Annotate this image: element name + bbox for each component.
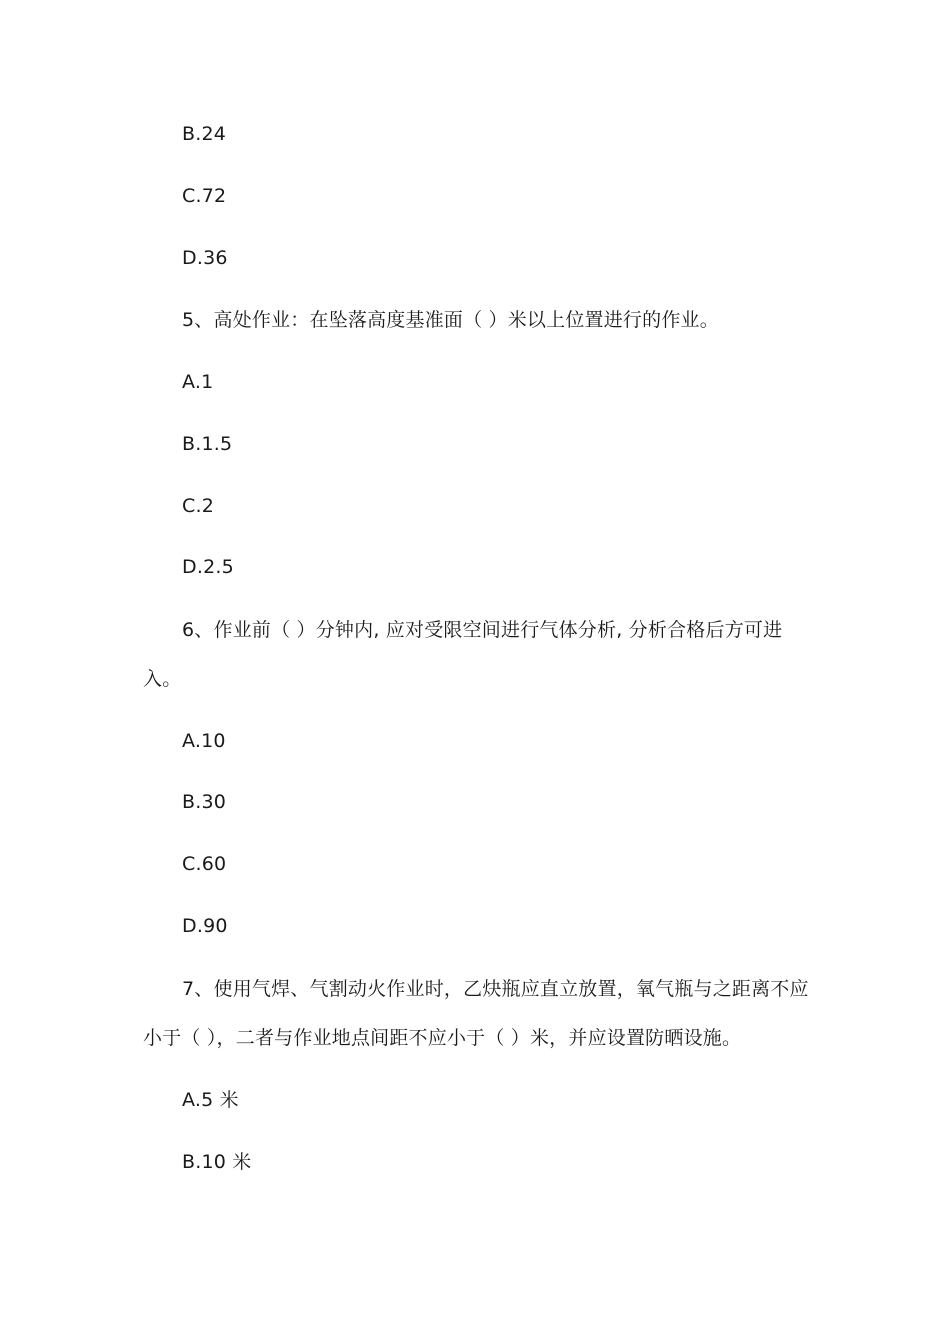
option-d-36: D.36 xyxy=(182,247,228,269)
q5-option-c: C.2 xyxy=(182,495,214,517)
option-b-24: B.24 xyxy=(182,123,227,145)
option-c-72: C.72 xyxy=(182,185,227,207)
q7-option-a: A.5 米 xyxy=(182,1089,239,1111)
q6-option-b: B.30 xyxy=(182,791,227,813)
q5-option-a: A.1 xyxy=(182,371,214,393)
q5-option-b: B.1.5 xyxy=(182,433,233,455)
q6-option-d: D.90 xyxy=(182,915,228,937)
q7-option-b: B.10 米 xyxy=(182,1151,252,1173)
q6-option-a: A.10 xyxy=(182,730,226,752)
question-6-line-1: 6、作业前（ ）分钟内, 应对受限空间进行气体分析, 分析合格后方可进 xyxy=(182,619,783,641)
question-5: 5、高处作业：在坠落高度基准面（ ）米以上位置进行的作业。 xyxy=(182,309,719,331)
q5-option-d: D.2.5 xyxy=(182,556,234,578)
question-7-line-2: 小于（ ），二者与作业地点间距不应小于（ ）米，并应设置防晒设施。 xyxy=(143,1027,742,1049)
question-7-line-1: 7、使用气焊、气割动火作业时，乙炔瓶应直立放置，氧气瓶与之距离不应 xyxy=(182,978,809,1000)
question-6-line-2: 入。 xyxy=(143,668,182,690)
q6-option-c: C.60 xyxy=(182,853,227,875)
